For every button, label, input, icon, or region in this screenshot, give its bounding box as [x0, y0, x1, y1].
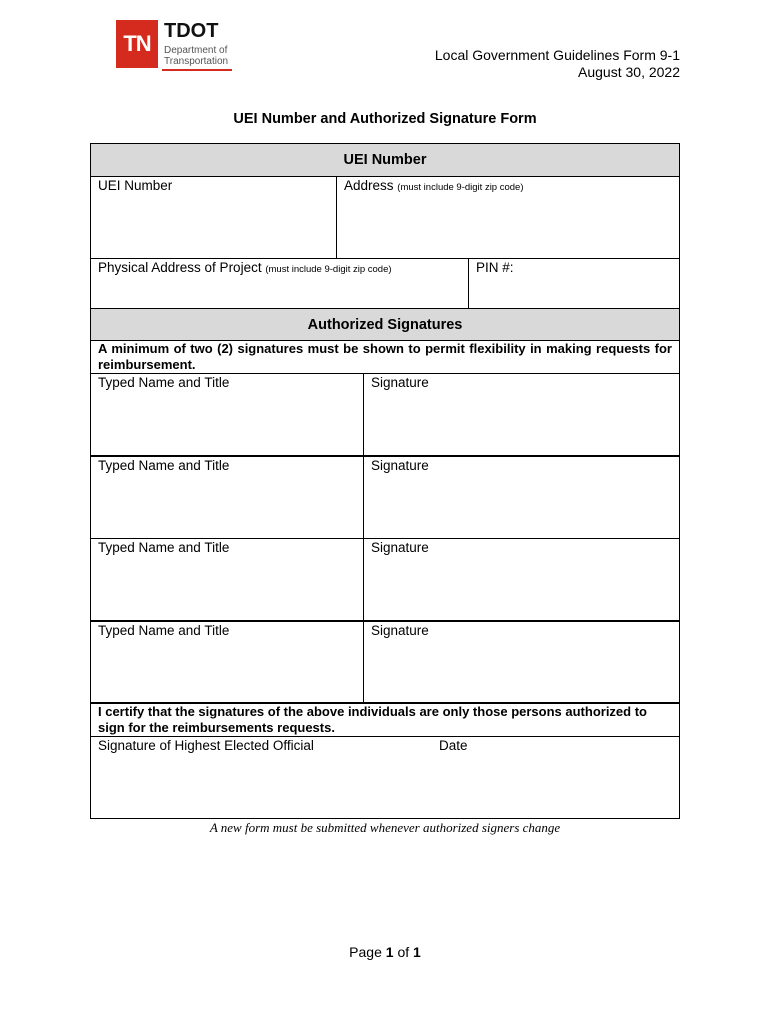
signature-label: Signature	[371, 622, 429, 638]
uei-number-label: UEI Number	[98, 178, 173, 193]
logo-name: TDOT	[164, 20, 219, 42]
form-date: August 30, 2022	[578, 64, 680, 80]
typed-name-title-field[interactable]	[90, 538, 364, 621]
uei-section-heading: UEI Number	[90, 143, 680, 177]
typed-name-title-label: Typed Name and Title	[98, 540, 230, 555]
official-signature-field[interactable]	[90, 736, 680, 819]
signature-field[interactable]	[363, 538, 680, 621]
pin-label: PIN #:	[476, 260, 514, 275]
footnote: A new form must be submitted whenever authorized signers change	[209, 820, 561, 835]
certification-statement: I certify that the signatures of the above individuals are only those persons authorized to sign for the reimbursements requests.	[90, 702, 680, 737]
date-label: Date	[439, 738, 468, 753]
typed-name-title-label: Typed Name and Title	[98, 622, 230, 638]
typed-name-title-field[interactable]	[90, 621, 364, 704]
signature-label: Signature	[371, 375, 429, 390]
signature-instruction: A minimum of two (2) signatures must be shown to permit flexibility in making requests for reimbursement.	[90, 340, 680, 374]
tdot-logo	[116, 20, 246, 72]
pin-field[interactable]	[468, 258, 680, 309]
page-number: Page 1 of 1	[349, 944, 421, 960]
typed-name-title-label: Typed Name and Title	[98, 457, 230, 473]
signature-field[interactable]	[363, 621, 680, 704]
address-label: Address	[344, 178, 394, 193]
typed-name-title-label: Typed Name and Title	[98, 375, 230, 390]
physical-address-note: (must include 9-digit zip code)	[265, 264, 392, 275]
address-field[interactable]	[336, 176, 680, 259]
typed-name-title-field[interactable]	[90, 456, 364, 539]
uei-number-field[interactable]	[90, 176, 337, 259]
physical-address-label: Physical Address of Project	[98, 260, 262, 275]
address-note: (must include 9-digit zip code)	[397, 182, 524, 193]
authorized-signatures-heading: Authorized Signatures	[90, 308, 680, 341]
signature-field[interactable]	[363, 373, 680, 456]
signature-label: Signature	[371, 540, 429, 555]
page-title: UEI Number and Authorized Signature Form	[233, 111, 537, 127]
official-signature-label: Signature of Highest Elected Official	[98, 738, 314, 753]
logo-underline	[162, 69, 232, 71]
logo-subtitle: Department of Transportation	[164, 45, 229, 67]
signature-field[interactable]	[363, 456, 680, 539]
tn-badge: TN	[116, 20, 158, 68]
form-header-info	[435, 47, 680, 81]
typed-name-title-field[interactable]	[90, 373, 364, 456]
physical-address-field[interactable]	[90, 258, 469, 309]
form-id: Local Government Guidelines Form 9-1	[434, 47, 680, 63]
signature-label: Signature	[371, 457, 429, 473]
